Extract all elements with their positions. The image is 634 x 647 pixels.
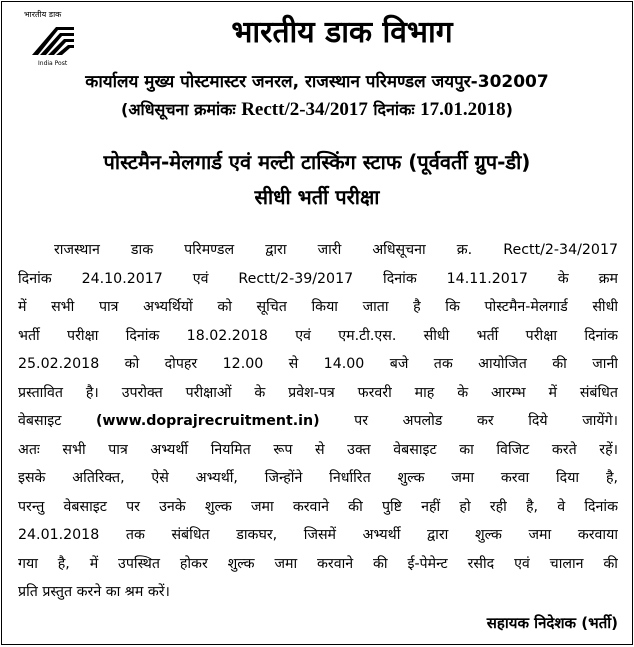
- website-suffix: पर अपलोड कर दिये जायेंगे।: [319, 413, 618, 429]
- body-line: प्रति प्रस्तुत करने का श्रम करें।: [18, 584, 170, 600]
- body-line: गया है, में उपस्थित होकर शुल्क जमा करवाने की ई-पेमेन्ट रसीद एवं चालान की: [18, 555, 618, 572]
- website-link[interactable]: (www.doprajrecruitment.in): [95, 413, 320, 429]
- website-prefix: वेबसाइट: [18, 413, 96, 429]
- body-line: 25.02.2018 को दोपहर 12.00 से 14.00 बजे तक आयोजित की जानी: [18, 356, 618, 372]
- body-line: राजस्थान डाक परिमण्डल द्वारा जारी अधिसूचना क्र. Rectt/2-34/2017: [54, 242, 618, 258]
- notice-date-label: दिनांकः: [367, 100, 421, 119]
- notice-open-paren: (: [121, 100, 129, 119]
- body-line: दिनांक 24.10.2017 एवं Rectt/2-39/2017 दिनांक 14.11.2017 के क्रम: [18, 270, 618, 287]
- department-title: भारतीय डाक विभाग: [231, 15, 453, 50]
- body-line: अतः सभी पात्र अभ्यर्थी नियमित रूप से उक्त वेबसाइट का विजिट करते रहें।: [18, 441, 618, 458]
- body-line: 24.01.2018 तक संबंधित डाकघर, जिसमें अभ्यर्थी द्वारा शुल्क जमा करवाया: [18, 527, 618, 543]
- notice-number-label: अधिसूचना क्रमांकः: [128, 100, 242, 119]
- signatory-designation: सहायक निदेशक (भर्ती): [486, 614, 618, 632]
- body-line: प्रस्तावित है। उपरोक्त परीक्षाओं के प्रवेश-पत्र फरवरी माह के आरम्भ में संबंधित: [18, 384, 618, 401]
- body-line: इसके अतिरिक्त, ऐसे अभ्यर्थी, जिन्होंने निर्धारित शुल्क जमा करवा दिया है,: [18, 470, 618, 486]
- notice-page: [1, 1, 633, 645]
- logo-text-english: India Post: [38, 60, 68, 67]
- office-address: कार्यालय मुख्य पोस्टमास्टर जनरल, राजस्थान परिमण्डल जयपुर-302007: [85, 72, 549, 92]
- notice-body: [18, 236, 618, 607]
- notice-number: Rectt/2-34/2017: [241, 99, 368, 120]
- notice-close-paren: ): [505, 100, 513, 119]
- notice-subtitle: सीधी भर्ती परीक्षा: [254, 185, 380, 209]
- body-line: परन्तु वेबसाइट पर उनके शुल्क जमा करवाने की पुष्टि नहीं हो रही है, वे दिनांक: [18, 498, 618, 515]
- body-line-website: [18, 407, 618, 436]
- notice-title: पोस्टमैन-मेलगार्ड एवं मल्टी टास्किंग स्टाफ (पूर्ववर्ती ग्रुप-डी): [103, 150, 531, 174]
- notice-reference: [2, 98, 632, 122]
- notice-date: 17.01.2018: [420, 99, 506, 120]
- body-line: में सभी पात्र अभ्यर्थियों को सूचित किया जाता है कि पोस्टमैन-मेलगार्ड सीधी: [18, 299, 618, 315]
- logo-text-hindi: भारतीय डाक: [24, 10, 62, 19]
- body-line: भर्ती परीक्षा दिनांक 18.02.2018 एवं एम.टी.एस. सीधी भर्ती परीक्षा दिनांक: [18, 327, 618, 344]
